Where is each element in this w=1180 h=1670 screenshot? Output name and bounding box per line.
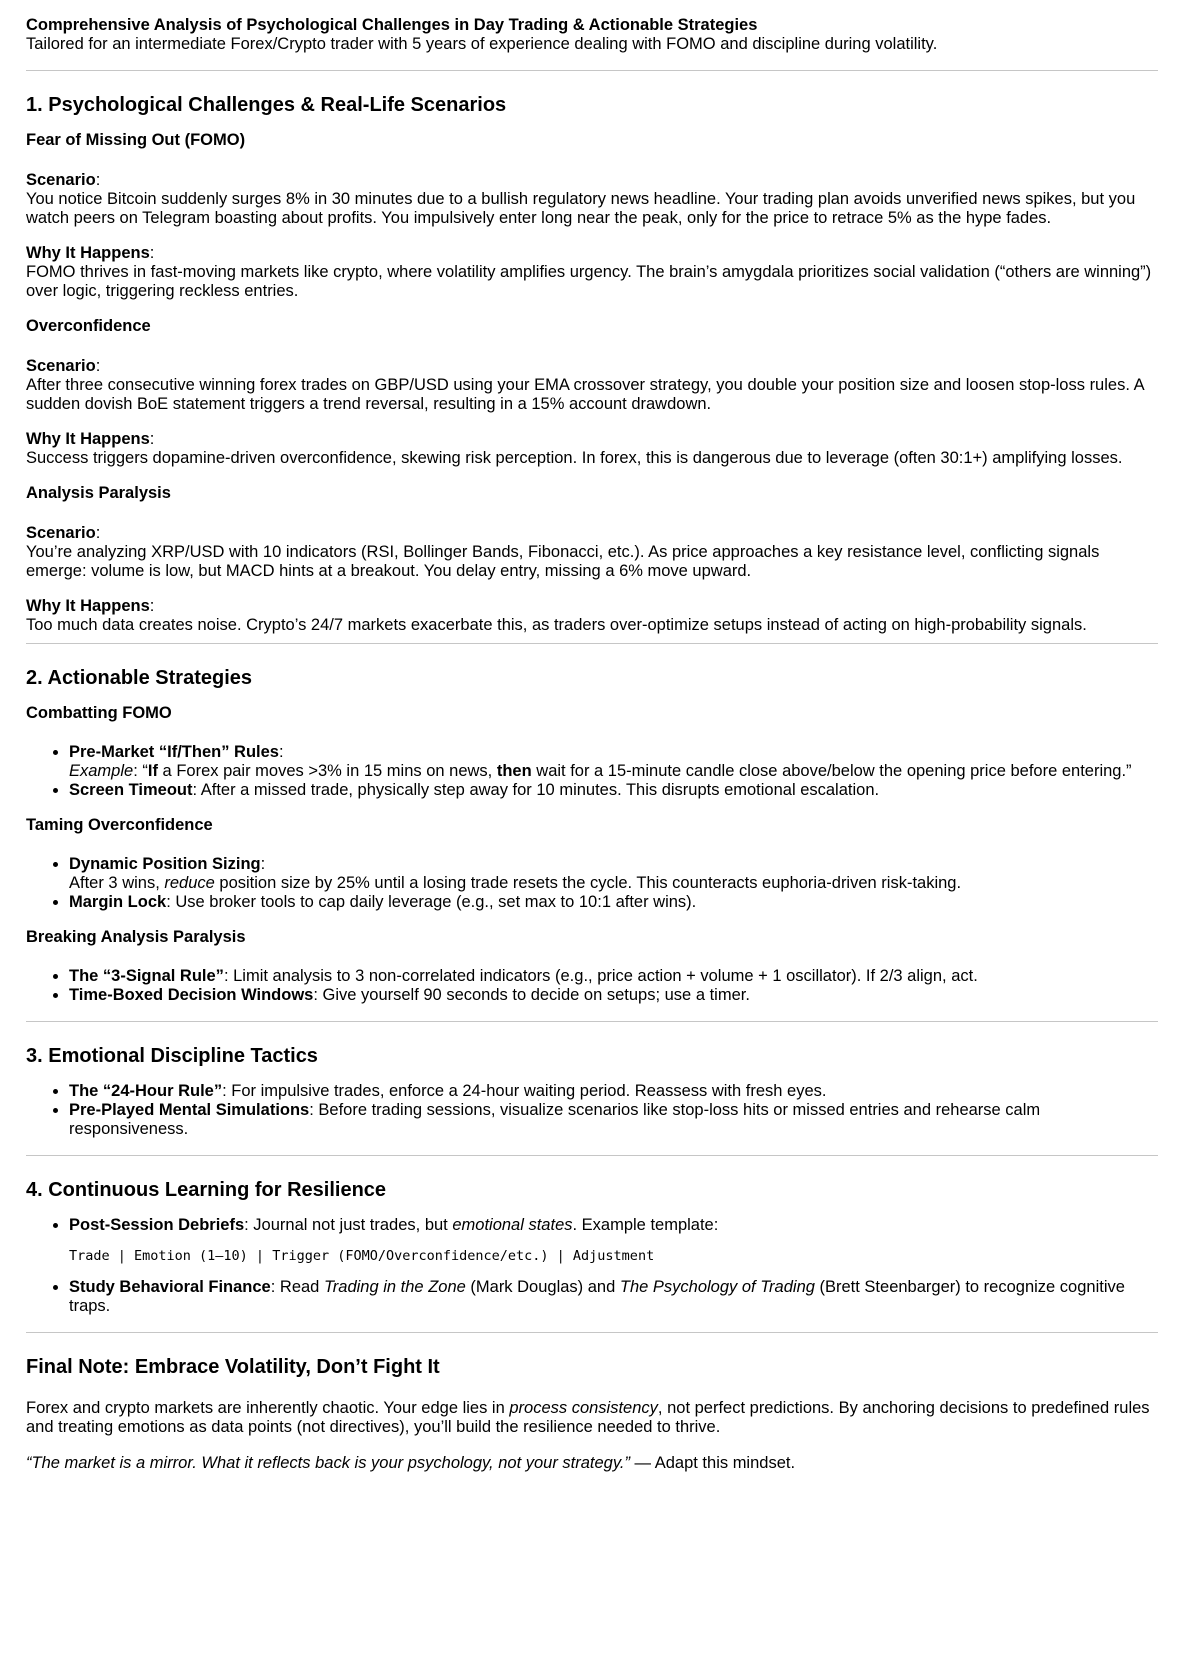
fomo-strategy-list <box>26 743 1158 800</box>
final-note-heading: Final Note: Embrace Volatility, Don’t Fight It <box>26 1356 440 1378</box>
scenario-text: After three consecutive winning forex trades on GBP/USD using your EMA crossover strategy, you double your position size and loosen stop-loss rules. A sudden dovish BoE statement triggers a trend reversal, resulting in a 15% account drawdown. <box>26 376 1144 413</box>
divider <box>26 1155 1158 1156</box>
discipline-list <box>26 1082 1158 1139</box>
scenario-label: Scenario <box>26 524 96 542</box>
closing-quote: “The market is a mirror. What it reflects back is your psychology, not your strategy.” — Adapt this mindset. <box>26 1454 796 1472</box>
section-heading-discipline: 3. Emotional Discipline Tactics <box>26 1045 318 1067</box>
list-item: • Study Behavioral Finance: Read Trading in the Zone (Mark Douglas) and The Psychology of Trading (Brett Steenbarger) to recognize cognitive traps. <box>69 1278 1158 1316</box>
list-item: • Dynamic Position Sizing: After 3 wins, reduce position size by 25% until a losing trade resets the cycle. This counteracts euphoria-driven risk-taking. <box>69 855 1158 893</box>
section-heading-strategies: 2. Actionable Strategies <box>26 667 252 689</box>
divider <box>26 70 1158 71</box>
paralysis-scenario: Scenario: You’re analyzing XRP/USD with 10 indicators (RSI, Bollinger Bands, Fibonacci, etc.). As price approaches a key resistance level, conflicting signals emerge: volume is low, but MACD hints at a breakout. You delay entry, missing a 6% move upward. <box>26 524 1100 580</box>
list-item: • The “3-Signal Rule”: Limit analysis to 3 non-correlated indicators (e.g., price action + volume + 1 oscillator). If 2/3 align, act. <box>69 967 1158 986</box>
overconfidence-why: Why It Happens: Success triggers dopamine-driven overconfidence, skewing risk perception. In forex, this is dangerous due to leverage (often 30:1+) amplifying losses. <box>26 430 1123 467</box>
overconfidence-strategy-list <box>26 855 1158 912</box>
subheading-taming-overconfidence: Taming Overconfidence <box>26 816 213 834</box>
divider <box>26 643 1158 644</box>
document-title: Comprehensive Analysis of Psychological Challenges in Day Trading & Actionable Strategies <box>26 16 758 34</box>
fomo-why: Why It Happens: FOMO thrives in fast-moving markets like crypto, where volatility amplifies urgency. The brain’s amygdala prioritizes social validation (“others are winning”) over logic, triggering reckless entries. <box>26 244 1152 300</box>
list-item: • Time-Boxed Decision Windows: Give yourself 90 seconds to decide on setups; use a timer. <box>69 986 1158 1005</box>
subheading-analysis-paralysis: Analysis Paralysis <box>26 484 171 502</box>
list-item: • Pre-Market “If/Then” Rules: Example: “If a Forex pair moves >3% in 15 mins on news, then wait for a 15-minute candle close above/below the opening price before entering.” <box>69 743 1158 781</box>
why-label: Why It Happens <box>26 244 150 262</box>
subheading-breaking-paralysis: Breaking Analysis Paralysis <box>26 928 246 946</box>
final-paragraph: Forex and crypto markets are inherently chaotic. Your edge lies in process consistency, not perfect predictions. By anchoring decisions to predefined rules and treating emotions as data points (not directives), you’ll build the resilience needed to thrive. <box>26 1399 1150 1436</box>
why-text: FOMO thrives in fast-moving markets like crypto, where volatility amplifies urgency. The brain’s amygdala prioritizes social validation (“others are winning”) over logic, triggering reckless entries. <box>26 263 1152 300</box>
list-item: • Pre-Played Mental Simulations: Before trading sessions, visualize scenarios like stop-loss hits or missed entries and rehearse calm responsiveness. <box>69 1101 1158 1139</box>
fomo-scenario: Scenario: You notice Bitcoin suddenly surges 8% in 30 minutes due to a bullish regulatory news headline. Your trading plan avoids unverified news spikes, but you watch peers on Telegram boasting about profits. You impulsively enter long near the peak, only for the price to retrace 5% as the hype fades. <box>26 171 1136 227</box>
why-text: Too much data creates noise. Crypto’s 24/7 markets exacerbate this, as traders over-optimize setups instead of acting on high-probability signals. <box>26 616 1087 634</box>
paralysis-strategy-list <box>26 967 1158 1005</box>
learning-list <box>26 1216 1158 1316</box>
list-item: • The “24-Hour Rule”: For impulsive trades, enforce a 24-hour waiting period. Reassess with fresh eyes. <box>69 1082 1158 1101</box>
subheading-fomo: Fear of Missing Out (FOMO) <box>26 131 246 149</box>
section-heading-learning: 4. Continuous Learning for Resilience <box>26 1179 387 1201</box>
why-label: Why It Happens <box>26 430 150 448</box>
list-item: • Post-Session Debriefs: Journal not just trades, but emotional states. Example template: Trade | Emotion (1–10) | Trigger (FOMO/Overconfidence/etc.) | Adjustment <box>69 1216 1158 1266</box>
scenario-text: You notice Bitcoin suddenly surges 8% in 30 minutes due to a bullish regulatory news headline. Your trading plan avoids unverified news spikes, but you watch peers on Telegram boasting about profits. You impulsively enter long near the peak, only for the price to retrace 5% as the hype fades. <box>26 190 1136 227</box>
why-label: Why It Happens <box>26 597 150 615</box>
scenario-label: Scenario <box>26 357 96 375</box>
scenario-label: Scenario <box>26 171 96 189</box>
list-item: • Screen Timeout: After a missed trade, physically step away for 10 minutes. This disrupts emotional escalation. <box>69 781 1158 800</box>
overconfidence-scenario: Scenario: After three consecutive winning forex trades on GBP/USD using your EMA crossover strategy, you double your position size and loosen stop-loss rules. A sudden dovish BoE statement triggers a trend reversal, resulting in a 15% account drawdown. <box>26 357 1144 413</box>
section-heading-challenges: 1. Psychological Challenges & Real-Life Scenarios <box>26 94 507 116</box>
list-item: • Margin Lock: Use broker tools to cap daily leverage (e.g., set max to 10:1 after wins). <box>69 893 1158 912</box>
document-subtitle: Tailored for an intermediate Forex/Crypto trader with 5 years of experience dealing with FOMO and discipline during volatility. <box>26 35 938 53</box>
subheading-combatting-fomo: Combatting FOMO <box>26 704 172 722</box>
divider <box>26 1332 1158 1333</box>
divider <box>26 1021 1158 1022</box>
paralysis-why: Why It Happens: Too much data creates noise. Crypto’s 24/7 markets exacerbate this, as traders over-optimize setups instead of acting on high-probability signals. <box>26 597 1087 634</box>
subheading-overconfidence: Overconfidence <box>26 317 151 335</box>
journal-template: Trade | Emotion (1–10) | Trigger (FOMO/Overconfidence/etc.) | Adjustment <box>69 1248 655 1264</box>
scenario-text: You’re analyzing XRP/USD with 10 indicators (RSI, Bollinger Bands, Fibonacci, etc.). As price approaches a key resistance level, conflicting signals emerge: volume is low, but MACD hints at a breakout. You delay entry, missing a 6% move upward. <box>26 543 1100 580</box>
why-text: Success triggers dopamine-driven overconfidence, skewing risk perception. In forex, this is dangerous due to leverage (often 30:1+) amplifying losses. <box>26 449 1123 467</box>
